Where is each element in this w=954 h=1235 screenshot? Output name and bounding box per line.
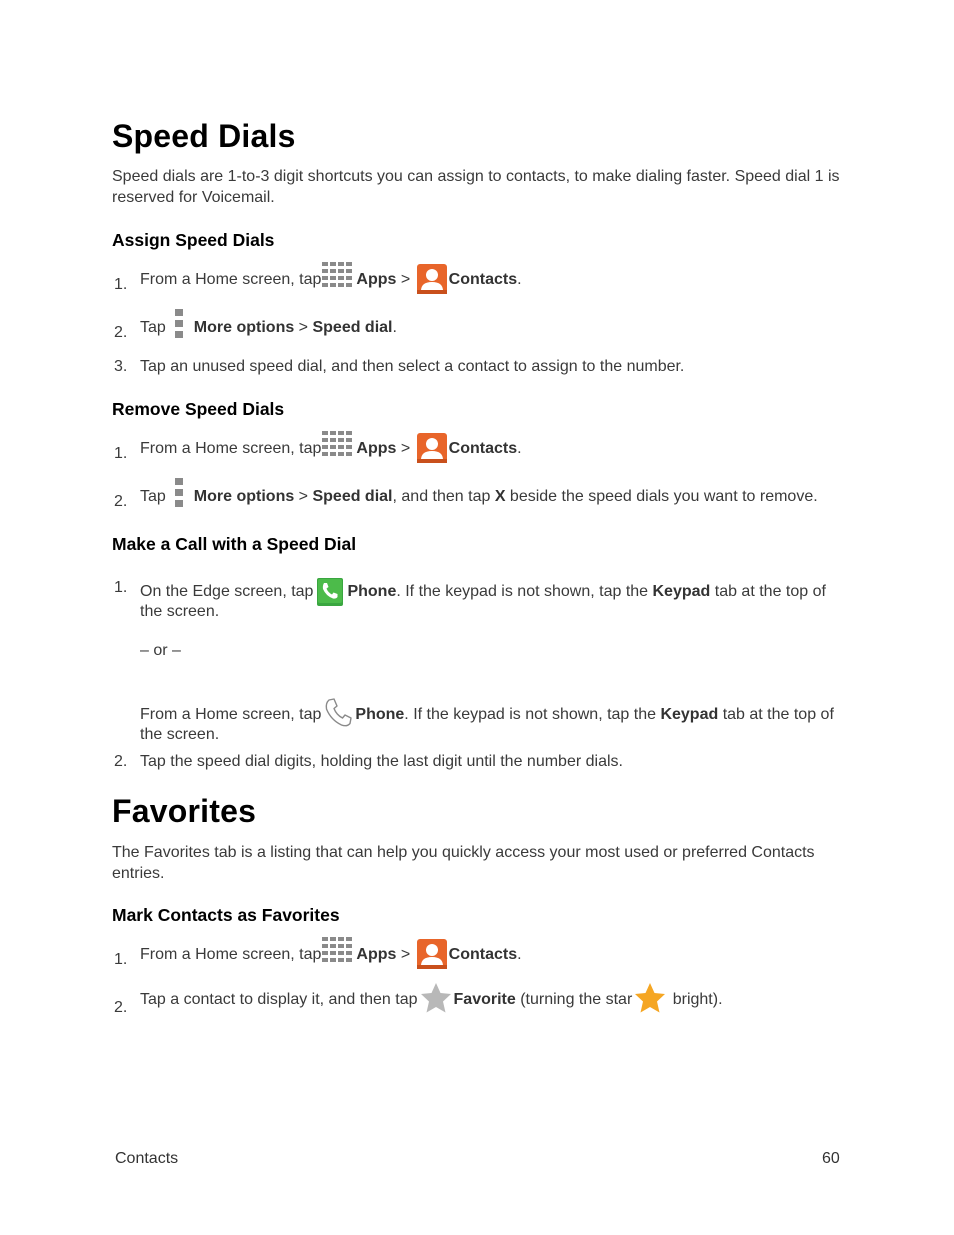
speed-dial-label: Speed dial [312, 488, 393, 505]
step-text: (turning the star [515, 991, 633, 1008]
separator: > [396, 440, 415, 457]
punctuation: . [517, 946, 522, 963]
contacts-label: Contacts [448, 271, 518, 288]
apps-grid-icon [321, 429, 355, 461]
separator: > [294, 488, 313, 505]
keypad-label: Keypad [660, 706, 719, 723]
step-number: 1. [114, 276, 128, 293]
heading-assign-speed-dials: Assign Speed Dials [112, 230, 275, 250]
step-text: From a Home screen, tap [140, 946, 322, 963]
step-text: . If the keypad is not shown, tap the [404, 706, 661, 723]
more-options-icon [174, 308, 184, 340]
step-number: 1. [114, 579, 128, 596]
step-text: Tap a contact to display it, and then tap [140, 991, 418, 1008]
apps-grid-icon [321, 935, 355, 967]
more-options-label: More options [193, 319, 295, 336]
footer-section-name: Contacts [115, 1150, 179, 1167]
phone-green-icon [317, 578, 343, 606]
step-text: tab at the top of the screen. [140, 706, 834, 743]
step-text: Tap [140, 488, 166, 505]
contacts-label: Contacts [448, 440, 518, 457]
step-number: 2. [114, 999, 128, 1016]
step-text: Tap an unused speed dial, and then select a contact to assign to the number. [140, 358, 685, 375]
contacts-label: Contacts [448, 946, 518, 963]
star-gold-icon [634, 982, 666, 1014]
step-text: Tap [140, 319, 166, 336]
step-text: From a Home screen, tap [140, 440, 322, 457]
contacts-icon [417, 264, 447, 294]
favorites-intro: The Favorites tab is a listing that can help you quickly access your most used or preferred Contacts entries. [112, 844, 815, 882]
contacts-icon [417, 433, 447, 463]
step-text: . If the keypad is not shown, tap the [396, 583, 653, 600]
phone-label: Phone [347, 583, 397, 600]
punctuation: . [517, 440, 522, 457]
keypad-label: Keypad [652, 583, 711, 600]
separator: > [396, 271, 415, 288]
phone-outline-icon [323, 697, 353, 729]
heading-mark-favorites: Mark Contacts as Favorites [112, 905, 340, 925]
step-text: beside the speed dials you want to remove. [505, 488, 818, 505]
step-text: bright). [668, 991, 723, 1008]
punctuation: . [517, 271, 522, 288]
contacts-icon [417, 939, 447, 969]
step-text: From a Home screen, tap [140, 271, 322, 288]
apps-label: Apps [356, 440, 397, 457]
section-title-speed-dials: Speed Dials [112, 118, 296, 154]
or-text: – or – [140, 642, 181, 659]
separator: > [294, 319, 313, 336]
step-text: tab at the top of the screen. [140, 583, 826, 620]
speed-dial-label: Speed dial [312, 319, 393, 336]
more-options-icon [174, 477, 184, 509]
step-text: From a Home screen, tap [140, 706, 322, 723]
apps-label: Apps [356, 271, 397, 288]
heading-make-call: Make a Call with a Speed Dial [112, 534, 357, 554]
step-number: 2. [114, 324, 128, 341]
step-number: 3. [114, 358, 128, 375]
heading-remove-speed-dials: Remove Speed Dials [112, 399, 285, 419]
x-label: X [494, 488, 506, 505]
step-text: , and then tap [392, 488, 495, 505]
separator: > [396, 946, 415, 963]
step-number: 2. [114, 753, 128, 770]
phone-label: Phone [355, 706, 405, 723]
step-number: 2. [114, 493, 128, 510]
step-number: 1. [114, 951, 128, 968]
section-title-favorites: Favorites [112, 793, 257, 829]
star-gray-icon [420, 982, 452, 1014]
more-options-label: More options [193, 488, 295, 505]
speed-dials-intro: Speed dials are 1-to-3 digit shortcuts you can assign to contacts, to make dialing faster. Speed dial 1 is reserved for Voicemail. [112, 168, 840, 206]
step-text: On the Edge screen, tap [140, 583, 314, 600]
step-number: 1. [114, 445, 128, 462]
step-text: Tap the speed dial digits, holding the last digit until the number dials. [140, 753, 623, 770]
favorite-label: Favorite [453, 991, 516, 1008]
punctuation: . [392, 319, 397, 336]
apps-label: Apps [356, 946, 397, 963]
footer-page-number: 60 [822, 1150, 840, 1167]
apps-grid-icon [321, 260, 355, 292]
